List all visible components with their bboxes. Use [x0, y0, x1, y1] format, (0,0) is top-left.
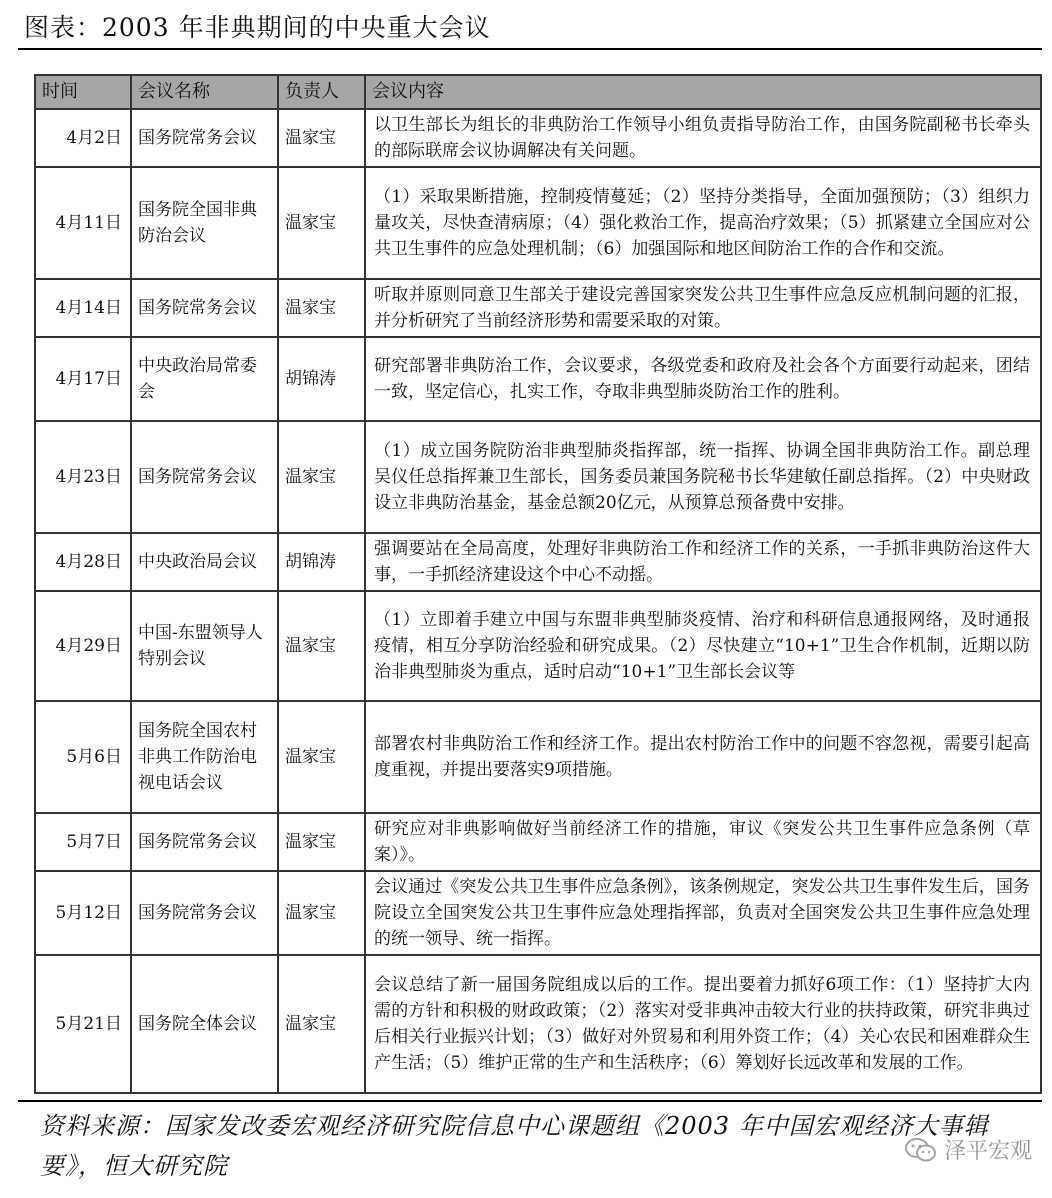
cell-date: 4月14日	[35, 279, 131, 337]
table-row	[35, 279, 1041, 337]
cell-content: （1）成立国务院防治非典型肺炎指挥部，统一指挥、协调全国非典防治工作。副总理吴仪任总指挥兼卫生部长，国务委员兼国务院秘书长华建敏任副总指挥。（2）中央财政设立非典防治基金，基金总额20亿元，从预算总预备费中安排。	[365, 421, 1041, 533]
cell-date: 4月28日	[35, 533, 131, 591]
cell-date: 5月12日	[35, 871, 131, 955]
cell-content: 研究应对非典影响做好当前经济工作的措施，审议《突发公共卫生事件应急条例（草案）》。	[365, 813, 1041, 871]
cell-person: 温家宝	[278, 813, 365, 871]
cell-date: 4月23日	[35, 421, 131, 533]
table-row	[35, 955, 1041, 1093]
cell-person: 温家宝	[278, 871, 365, 955]
cell-date: 5月21日	[35, 955, 131, 1093]
cell-person: 胡锦涛	[278, 533, 365, 591]
cell-person: 温家宝	[278, 701, 365, 813]
meetings-table	[34, 74, 1042, 1094]
watermark-text: 泽平宏观	[943, 1139, 1032, 1164]
cell-meeting-name: 国务院全国非典防治会议	[131, 167, 278, 279]
cell-meeting-name: 中央政治局常委会	[131, 337, 278, 421]
cell-person: 温家宝	[278, 955, 365, 1093]
cell-date: 4月11日	[35, 167, 131, 279]
cell-meeting-name: 国务院常务会议	[131, 109, 278, 167]
cell-date: 5月7日	[35, 813, 131, 871]
header-date: 时间	[35, 75, 131, 109]
table-header-row	[35, 75, 1041, 109]
cell-meeting-name: 国务院全体会议	[131, 955, 278, 1093]
cell-content: 以卫生部长为组长的非典防治工作领导小组负责指导防治工作，由国务院副秘书长牵头的部际联席会议协调解决有关问题。	[365, 109, 1041, 167]
cell-content: 听取并原则同意卫生部关于建设完善国家突发公共卫生事件应急反应机制问题的汇报，并分析研究了当前经济形势和需要采取的对策。	[365, 279, 1041, 337]
table-row	[35, 167, 1041, 279]
cell-meeting-name: 中央政治局会议	[131, 533, 278, 591]
table-row	[35, 701, 1041, 813]
cell-content: 会议通过《突发公共卫生事件应急条例》，该条例规定，突发公共卫生事件发生后，国务院设立全国突发公共卫生事件应急处理指挥部，负责对全国突发公共卫生事件应急处理的统一领导、统一指挥。	[365, 871, 1041, 955]
cell-content: 研究部署非典防治工作，会议要求，各级党委和政府及社会各个方面要行动起来，团结一致，坚定信心，扎实工作，夺取非典型肺炎防治工作的胜利。	[365, 337, 1041, 421]
cell-date: 4月17日	[35, 337, 131, 421]
table-row	[35, 533, 1041, 591]
table-row	[35, 591, 1041, 701]
cell-person: 温家宝	[278, 109, 365, 167]
wechat-icon	[904, 1137, 938, 1163]
cell-meeting-name: 国务院常务会议	[131, 871, 278, 955]
source-divider	[18, 1100, 1042, 1102]
cell-content: 部署农村非典防治工作和经济工作。提出农村防治工作中的问题不容忽视，需要引起高度重视，并提出要落实9项措施。	[365, 701, 1041, 813]
header-meeting-content: 会议内容	[365, 75, 1041, 109]
cell-content: （1）采取果断措施，控制疫情蔓延；（2）坚持分类指导，全面加强预防；（3）组织力量攻关，尽快查清病原；（4）强化救治工作，提高治疗效果；（5）抓紧建立全国应对公共卫生事件的应急处理机制；（6）加强国际和地区间防治工作的合作和交流。	[365, 167, 1041, 279]
cell-date: 4月2日	[35, 109, 131, 167]
source-note: 资料来源：国家发改委宏观经济研究院信息中心课题组《2003 年中国宏观经济大事辑要》，恒大研究院	[40, 1112, 989, 1180]
cell-content: 会议总结了新一届国务院组成以后的工作。提出要着力抓好6项工作：（1）坚持扩大内需的方针和积极的财政政策；（2）落实对受非典冲击较大行业的扶持政策，研究非典过后相关行业振兴计划；（3）做好对外贸易和利用外资工作；（4）关心农民和困难群众生产生活；（5）维护正常的生产和生活秩序；（6）筹划好长远改革和发展的工作。	[365, 955, 1041, 1093]
cell-meeting-name: 中国-东盟领导人特别会议	[131, 591, 278, 701]
table-row	[35, 109, 1041, 167]
cell-date: 4月29日	[35, 591, 131, 701]
table-row	[35, 421, 1041, 533]
cell-person: 胡锦涛	[278, 337, 365, 421]
cell-content: 强调要站在全局高度，处理好非典防治工作和经济工作的关系，一手抓非典防治这件大事，一手抓经济建设这个中心不动摇。	[365, 533, 1041, 591]
cell-meeting-name: 国务院常务会议	[131, 421, 278, 533]
cell-person: 温家宝	[278, 279, 365, 337]
cell-meeting-name: 国务院常务会议	[131, 813, 278, 871]
header-person-in-charge: 负责人	[278, 75, 365, 109]
table-row	[35, 813, 1041, 871]
cell-meeting-name: 国务院常务会议	[131, 279, 278, 337]
cell-person: 温家宝	[278, 591, 365, 701]
cell-person: 温家宝	[278, 167, 365, 279]
header-meeting-name: 会议名称	[131, 75, 278, 109]
title-divider	[18, 48, 1042, 50]
cell-meeting-name: 国务院全国农村非典工作防治电视电话会议	[131, 701, 278, 813]
cell-date: 5月6日	[35, 701, 131, 813]
cell-person: 温家宝	[278, 421, 365, 533]
watermark	[904, 1134, 1032, 1165]
table-row	[35, 871, 1041, 955]
table-row	[35, 337, 1041, 421]
page-title: 图表：2003 年非典期间的中央重大会议	[24, 13, 491, 42]
cell-content: （1）立即着手建立中国与东盟非典型肺炎疫情、治疗和科研信息通报网络，及时通报疫情，相互分享防治经验和研究成果。（2）尽快建立“10+1”卫生合作机制，近期以防治非典型肺炎为重点，适时启动“10+1”卫生部长会议等	[365, 591, 1041, 701]
